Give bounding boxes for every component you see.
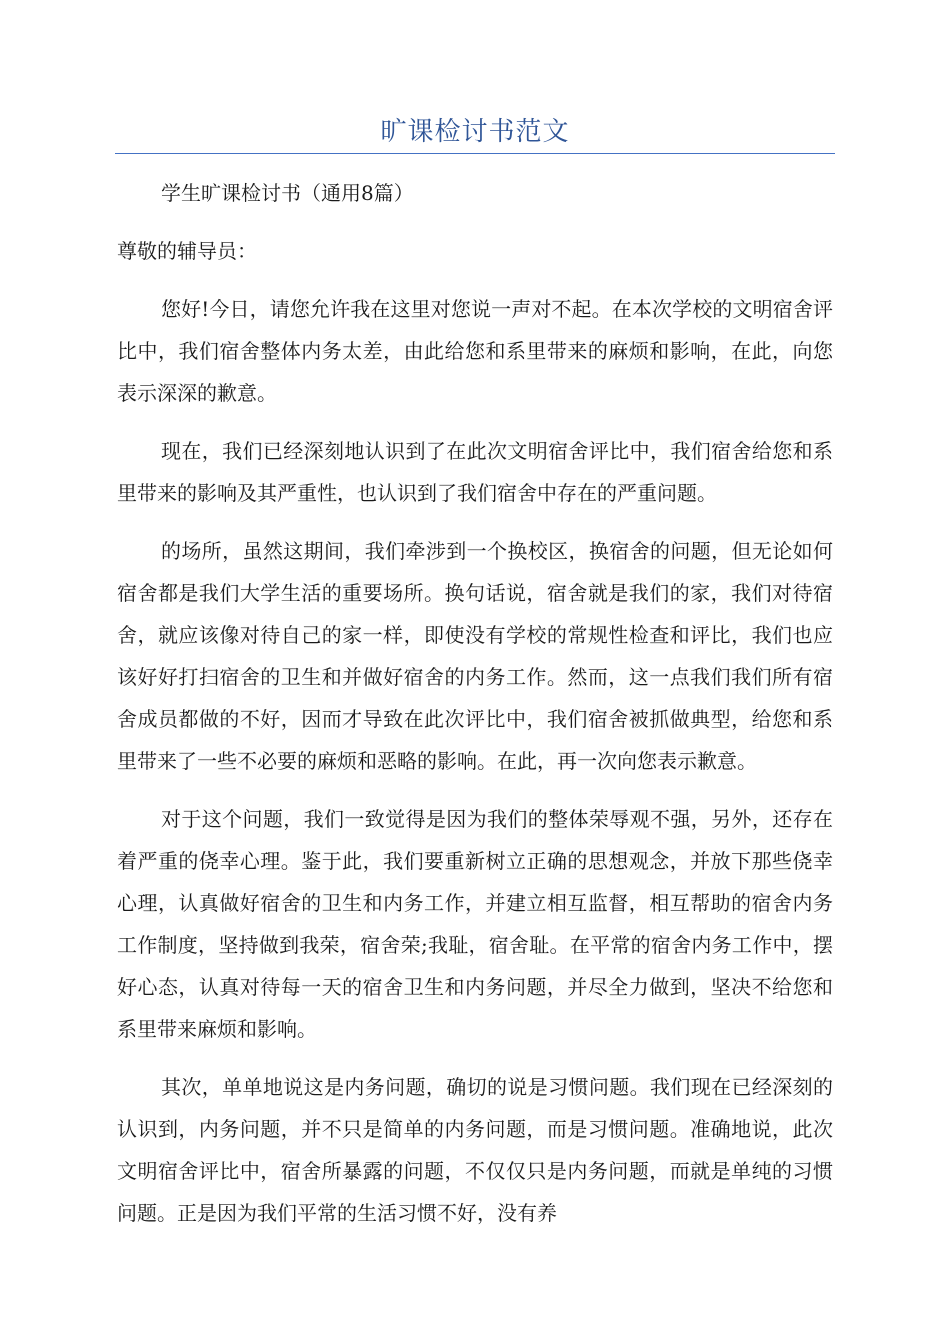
paragraph: 现在，我们已经深刻地认识到了在此次文明宿舍评比中，我们宿舍给您和系里带来的影响及其严重性，也认识到了我们宿舍中存在的严重问题。 bbox=[117, 439, 833, 505]
paragraph: 的场所，虽然这期间，我们牵涉到一个换校区，换宿舍的问题，但无论如何宿舍都是我们大学生活的重要场所。换句话说，宿舍就是我们的家，我们对待宿舍，就应该像对待自己的家一样，即使没有学校的常规性检查和评比，我们也应该好好打扫宿舍的卫生和并做好宿舍的内务工作。然而，这一点我们我们所有宿舍成员都做的不好，因而才导致在此次评比中，我们宿舍被抓做典型，给您和系里带来了一些不必要的麻烦和恶略的影响。在此，再一次向您表示歉意。 bbox=[117, 539, 833, 773]
document-subtitle: 学生旷课检讨书（通用8篇） bbox=[161, 181, 414, 205]
salutation: 尊敬的辅导员： bbox=[117, 239, 257, 263]
paragraph: 对于这个问题，我们一致觉得是因为我们的整体荣辱观不强，另外，还存在着严重的侥幸心理。鉴于此，我们要重新树立正确的思想观念，并放下那些侥幸心理，认真做好宿舍的卫生和内务工作，并建立相互监督，相互帮助的宿舍内务工作制度，坚持做到我荣，宿舍荣;我耻，宿舍耻。在平常的宿舍内务工作中，摆好心态，认真对待每一天的宿舍卫生和内务问题，并尽全力做到，坚决不给您和系里带来麻烦和影响。 bbox=[117, 807, 833, 1041]
document-body bbox=[117, 172, 833, 1234]
document-title: 旷课检讨书范文 bbox=[380, 117, 570, 147]
paragraph: 其次，单单地说这是内务问题，确切的说是习惯问题。我们现在已经深刻的认识到，内务问题，并不只是简单的内务问题，而是习惯问题。准确地说，此次文明宿舍评比中，宿舍所暴露的问题，不仅仅只是内务问题，而就是单纯的习惯问题。正是因为我们平常的生活习惯不好，没有养 bbox=[117, 1075, 833, 1225]
paragraph: 您好!今日，请您允许我在这里对您说一声对不起。在本次学校的文明宿舍评比中，我们宿舍整体内务太差，由此给您和系里带来的麻烦和影响，在此，向您表示深深的歉意。 bbox=[117, 297, 833, 405]
title-underline bbox=[115, 153, 835, 154]
